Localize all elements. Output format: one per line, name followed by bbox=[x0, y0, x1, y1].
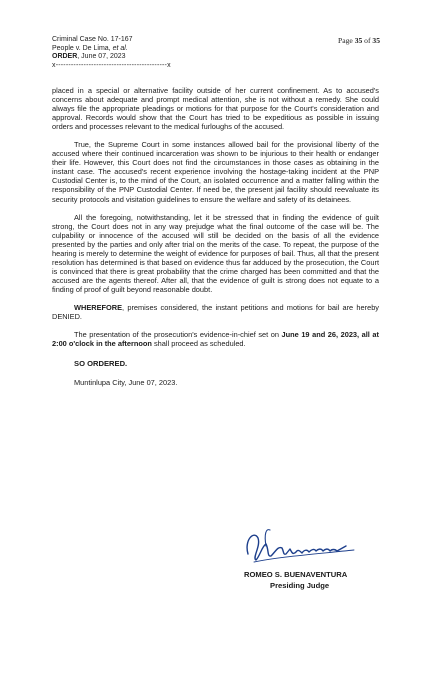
page-number-prefix: Page bbox=[338, 36, 355, 45]
case-title-prefix: People v. De Lima, bbox=[52, 44, 113, 52]
page-number-total: 35 bbox=[372, 36, 380, 45]
judge-name: ROMEO S. BUENAVENTURA bbox=[244, 570, 348, 579]
case-header bbox=[52, 36, 252, 70]
judge-title: Presiding Judge bbox=[270, 581, 330, 590]
header-separator: x--------------------------------------------x bbox=[52, 61, 171, 69]
paragraph-wherefore bbox=[52, 303, 379, 321]
order-line bbox=[52, 53, 252, 62]
case-title-suffix: et al. bbox=[112, 44, 128, 52]
schedule-text-start: The presentation of the prosecution's evidence-in-chief set on bbox=[74, 330, 282, 340]
page-number-of: of bbox=[362, 36, 373, 45]
paragraph-1: placed in a special or alternative facility outside of her current confinement. As to accused's concerns about adequate and prompt medical attention, she is not without a remedy. She could always file the appropriate pleadings or motions for that purpose for the Court's consideration and approval. Records would show that the Court has tried to be expeditious as possible in issuing orders and processes relevant to the medical furloughs of the accused. bbox=[52, 86, 379, 132]
case-title bbox=[52, 45, 252, 54]
wherefore-text: , premises considered, the instant petitions and motions for bail are hereby DENIED. bbox=[52, 302, 379, 322]
schedule-dates: June 19 and 26, 2023, all at 2:00 o'clock in the afternoon bbox=[52, 330, 379, 349]
page-number bbox=[338, 36, 380, 45]
so-ordered: SO ORDERED. bbox=[74, 359, 128, 369]
order-date: , June 07, 2023 bbox=[77, 53, 126, 61]
schedule-text-end: shall proceed as scheduled. bbox=[151, 339, 246, 349]
paragraph-3: All the foregoing, notwithstanding, let it be stressed that in finding the evidence of guilt strong, the Court does not in any way prejudge what the final outcome of the case will be. The culpability or innocence of the accused will still be decided on the basis of all the evidence presented by the parties and only after trial on the merits of the case. To repeat, the purpose of the hearing is merely to determine the weight of evidence for purposes of bail. Thus, all that the present resolution has determined is that based on evidence thus far adduced by the prosecution, the Court is convinced that there is great probability that the crime charged has been committed and that the accused are the agents thereof. After all, that the evidence of guilt is strong does not equate to a finding of proof of guilt beyond reasonable doubt. bbox=[52, 212, 379, 294]
case-number: Criminal Case No. 17-167 bbox=[52, 36, 133, 43]
wherefore-keyword: WHEREFORE bbox=[74, 302, 123, 312]
place-and-date: Muntinlupa City, June 07, 2023. bbox=[74, 378, 178, 388]
order-label: ORDER bbox=[52, 53, 78, 61]
page-number-current: 35 bbox=[354, 36, 363, 45]
judge-signature bbox=[236, 524, 376, 570]
document-body bbox=[52, 86, 379, 387]
paragraph-2: True, the Supreme Court in some instances allowed bail for the provisional liberty of the accused where their continued incarceration was shown to be injurious to their health or endanger their life. However, this Court does not find the circumstances in those cases as obtaining in the instant case. The accused's recent experience involving the hostage-taking incident at the PNP Custodial Center is, to the mind of the Court, an isolated occurrence and a matter falling within the responsibility of the PNP Custodial Center. If need be, the present jail facility should reevaluate its security protocols and visitation guidelines to ensure the welfare and safety of its detainees. bbox=[52, 140, 379, 204]
paragraph-schedule bbox=[52, 330, 379, 348]
